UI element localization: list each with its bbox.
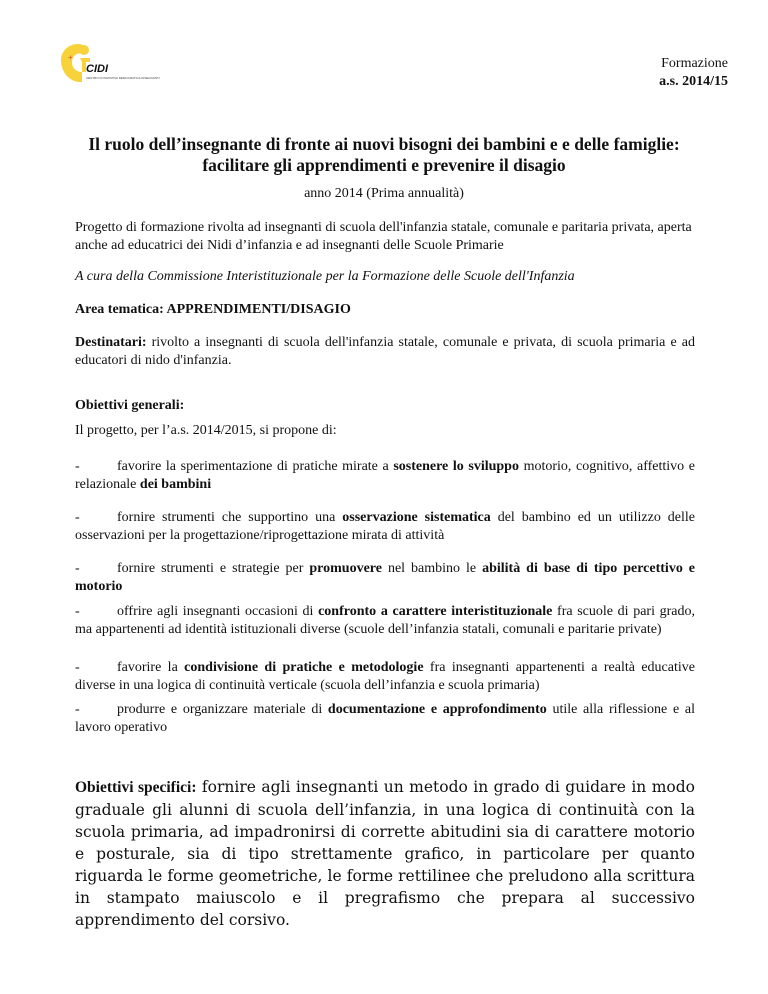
area-tematica: Area tematica: APPRENDIMENTI/DISAGIO — [75, 302, 351, 317]
cidi-logo — [56, 42, 160, 88]
list-item: - favorire la sperimentazione di pratiche mirate a sostenere lo sviluppo motorio, cognitivo, affettivo e relazionale dei bambini — [75, 459, 695, 492]
curator-line: A cura della Commissione Interistituzionale per la Formazione delle Scuole dell'Infanzia — [75, 269, 575, 284]
svg-text:+: + — [68, 53, 73, 62]
list-item: - produrre e organizzare materiale di documentazione e approfondimento utile alla riflessione e al lavoro operativo — [75, 702, 695, 735]
destinatari-paragraph — [75, 334, 695, 370]
logo-wordmark: CIDI — [86, 63, 108, 75]
obiettivi-specifici-text: fornire agli insegnanti un metodo in grado di guidare in modo graduale gli alunni di scuola dell’infanzia, in una logica di continuità con la scuola primaria, ad impadronirsi di corrette abitudini sia di carattere motorio e posturale, sia di tipo strettamente grafico, in particolare per quanto riguarda le forme geometriche, le forme rettilinee che preludono alla scrittura in stampato maiuscolo e il pregrafismo che prepara al successivo apprendimento del corsivo. — [75, 778, 695, 929]
project-description: Progetto di formazione rivolta ad insegnanti di scuola dell'infanzia statale, comunale e paritaria privata, aperta anche ad educatrici dei Nidi d’infanzia e ad insegnanti delle Scuole Primarie — [75, 220, 692, 253]
list-item: - fornire strumenti che supportino una osservazione sistematica del bambino ed un utilizzo delle osservazioni per la progettazione/riprogettazione mirata di attività — [75, 510, 695, 543]
logo-caption: CENTRO DI INIZIATIVA DEMOCRATICA INSEGNANTI — [86, 76, 160, 80]
header-line1: Formazione — [661, 56, 728, 71]
obiettivi-generali-heading: Obiettivi generali: — [75, 398, 185, 413]
destinatari-label: Destinatari: — [75, 335, 147, 350]
title-line1: Il ruolo dell’insegnante di fronte ai nuovi bisogni dei bambini e e delle famiglie: — [88, 134, 680, 154]
list-item: - fornire strumenti e strategie per promuovere nel bambino le abilità di base di tipo percettivo e motorio — [75, 561, 696, 594]
subtitle: anno 2014 (Prima annualità) — [304, 186, 464, 201]
obiettivi-specifici-paragraph — [75, 776, 695, 931]
page-title — [40, 134, 728, 176]
title-line2: facilitare gli apprendimenti e prevenire il disagio — [202, 155, 566, 175]
destinatari-text: rivolto a insegnanti di scuola dell'infanzia statale, comunale e privata, di scuola primaria e ad educatori di nido d'infanzia. — [75, 335, 695, 368]
list-item: - offrire agli insegnanti occasioni di confronto a carattere interistituzionale fra scuole di pari grado, ma appartenenti ad identità istituzionali diverse (scuole dell’infanzia statali, comunali e paritarie private) — [75, 604, 695, 637]
header-line2: a.s. 2014/15 — [659, 74, 728, 89]
header-info — [659, 55, 728, 91]
list-item: - favorire la condivisione di pratiche e metodologie fra insegnanti appartenenti a realtà educative diverse in una logica di continuità verticale (scuola dell’infanzia e scuola primaria) — [75, 660, 695, 693]
obiettivi-specifici-label: Obiettivi specifici: — [75, 779, 197, 796]
obiettivi-generali-intro: Il progetto, per l’a.s. 2014/2015, si propone di: — [75, 423, 337, 438]
